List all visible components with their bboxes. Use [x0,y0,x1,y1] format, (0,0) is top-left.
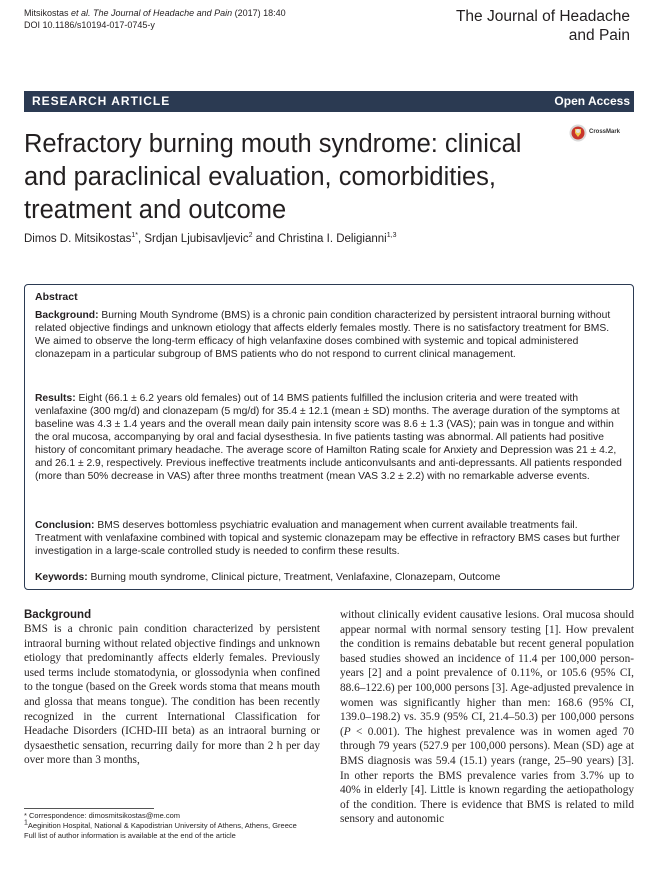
abstract-keywords-label: Keywords: [35,572,88,583]
abstract-keywords-text: Burning mouth syndrome, Clinical picture, Treatment, Venlafaxine, Clonazepam, Outcome [87,572,501,583]
crossmark-badge[interactable] [569,124,641,144]
body-paragraph-left: BMS is a chronic pain condition characterized by persistent intraoral burning without related objective findings and unknown etiology that predominantly affects elderly females. Previously used terms include stomatodynia, or glossodynia when confined to the tongue (based on the Greek words stoma that means mouth and glossa that means tongue). The condition has been recently recognized in the current International Classification for Headache Disorders (ICHD-III beta) as an intraoral burning or dysaesthetic sensation, recurring daily for more than 2 h per day over more than 3 months, [24,623,320,767]
author-2[interactable]: , Srdjan Ljubisavljevic [137,233,249,245]
body-paragraph-right-part2: < 0.001). The highest prevalence was in women aged 70 through 79 years (527.9 per 100,000 persons). Mean (SD) age at BMS diagnosis was 59.4 (15.1) years (range, 25–90 years) [3]. In other reports the BMS prevalence varies from 3.7% up to 40% in elderly [4]. Little is known regarding the aetiopathology of the condition. There is evidence that BMS is related to mild sensory and autonomic [340,725,634,826]
journal-name-line2: and Pain [568,27,630,44]
abstract-background [35,309,625,361]
crossmark-label: CrossMark [589,129,621,135]
author-1[interactable]: Dimos D. Mitsikostas [24,233,132,245]
affiliation [24,821,324,831]
body-paragraph-right-part1: without clinically evident causative lesions. Oral mucosa should appear normal with normal sensory testing [1]. How prevalent the condition is remains debatable but recent general population based studies showed an incidence of 11.4 per 100,000 person-years [2] and a point prevalence of 0.11%, or 105.6 (95% CI, 88.6–122.6) per 100,000 persons [3]. Age-adjusted prevalence in women was significantly higher than men: 168.6 (95% CI, 139.0–198.2) vs. 35.9 (95% CI, 21.4–50.3) per 100,000 persons ( [340,609,634,738]
abstract-results-text: Eight (66.1 ± 6.2 years old females) out of 14 BMS patients fulfilled the inclusion criteria and were treated with venlafaxine (300 mg/d) and clonazepam (5 mg/d) for 35.4 ± 12.1 (mean ± SD) months. The average duration of the symptoms at baseline was 4.3 ± 1.4 years and the overall mean daily pain intensity score was 8.6 ± 1.3 (VAS); pain was in tongue and within the oral mucosa, accompanying by oral and facial dysesthesia. In five patients tasting was abnormal. All patients had positive history of concomitant primary headache. The average score of Hamilton Rating scale for Anxiety and Depression was 21 ± 4.2, and 26.1 ± 2.9, respectively. Previous ineffective treatments include anticonvulsants and anti-depressants. All patients responded (more than 50% decrease in VAS) after three months treatment (mean VAS 3.2 ± 2.2) with no remarkable adverse events. [35,393,622,482]
journal-name-line1: The Journal of Headache [455,8,630,25]
abstract-box [24,284,634,590]
abstract-conclusion [35,519,625,558]
abstract-conclusion-text: BMS deserves bottomless psychiatric evaluation and management when current available treatments fail. Treatment with venlafaxine combined with topical and systemic clonazepam may be effective in refractory BMS cases but further investigation in a large-scale controlled study is needed to confirm these results. [35,520,620,557]
author-list [24,233,396,245]
author-2-affiliation: 2 [248,232,253,240]
body-left-column [24,608,320,768]
author-3-affiliation: 1,3 [386,232,397,240]
citation-year: (2017) 18:40 [232,8,286,18]
author-1-affiliation: 1* [131,232,138,240]
author-3[interactable]: and Christina I. Deligianni [252,233,387,245]
crossmark-icon [569,124,587,142]
author-info-note: Full list of author information is available at the end of the article [24,831,236,840]
abstract-background-text: Burning Mouth Syndrome (BMS) is a chronic pain condition characterized by persistent intraoral burning without related objective findings and unknown etiology that affects elderly females mostly. There is no satisfactory treatment for BMS. We aimed to observe the long-term efficacy of high velanfaxine doses combined with systemic and topical administered clonazepam in a particular subgroup of BMS patients who do not respond to current clinical management. [35,310,611,360]
citation-journal: et al. The Journal of Headache and Pain [71,8,233,18]
article-type-label: RESEARCH ARTICLE [32,94,171,108]
doi: DOI 10.1186/s10194-017-0745-y [24,20,155,30]
affiliation-number: 1 [24,819,28,827]
affiliation-text: Aeginition Hospital, National & Kapodistrian University of Athens, Athens, Greece [27,821,297,830]
article-type-banner [24,91,634,112]
journal-name [456,7,630,45]
body-right-column [340,608,634,827]
abstract-heading: Abstract [35,291,78,303]
abstract-conclusion-label: Conclusion: [35,520,95,531]
abstract-keywords [35,571,625,584]
abstract-background-label: Background: [35,310,99,321]
correspondence[interactable]: * Correspondence: dimosmitsikostas@me.com [24,811,181,820]
footnote-divider [24,808,154,809]
footnotes [24,811,324,841]
citation-authors: Mitsikostas [24,8,72,18]
abstract-results [35,392,625,483]
section-heading-background: Background [24,609,92,621]
abstract-results-label: Results: [35,393,76,404]
citation [24,7,286,31]
open-access-label: Open Access [554,94,630,108]
p-value-symbol: P [343,725,351,738]
article-title: Refractory burning mouth syndrome: clinical and paraclinical evaluation, comorbidities, treatment and outcome [24,130,522,224]
